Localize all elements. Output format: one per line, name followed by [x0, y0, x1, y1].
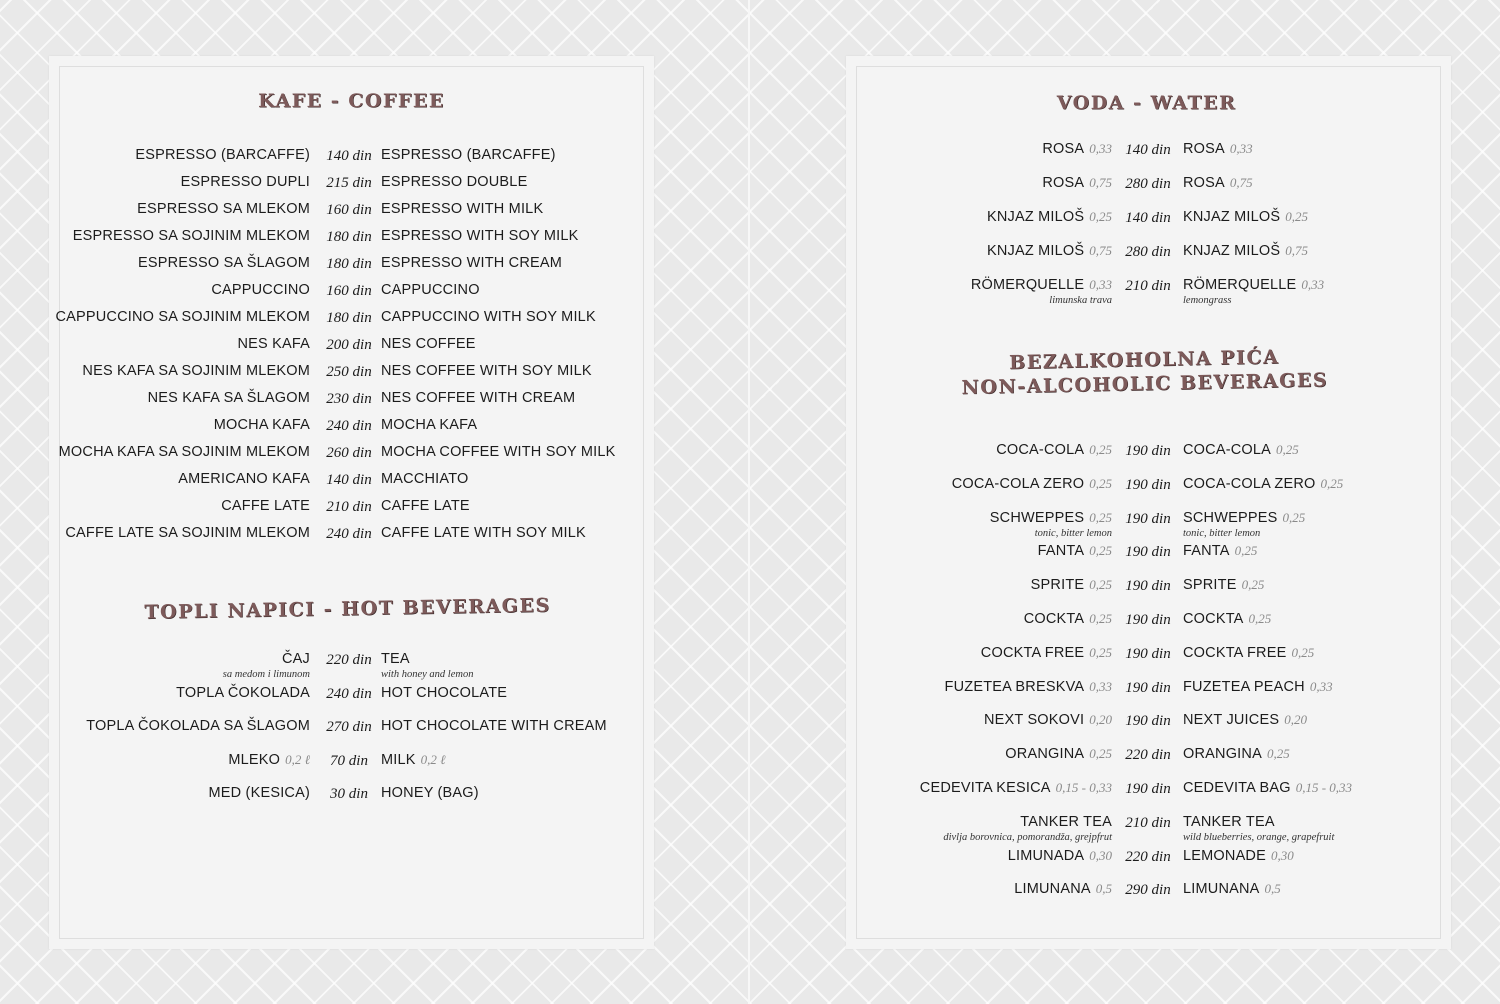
item-name-english	[381, 146, 556, 164]
item-name-english	[1183, 242, 1308, 260]
item-volume: 0,30	[1089, 847, 1112, 863]
item-name-english	[1183, 711, 1307, 729]
item-price: 190 din	[1125, 544, 1171, 561]
item-label: HOT CHOCOLATE	[381, 684, 508, 701]
item-name-serbian	[176, 684, 310, 702]
item-price: 180 din	[326, 229, 372, 245]
item-label: ESPRESSO (BARCAFFE)	[381, 147, 556, 163]
item-name-english	[1183, 745, 1290, 763]
item-label: NES KAFA	[237, 336, 310, 352]
item-name-serbian	[981, 644, 1112, 662]
item-name-serbian	[137, 200, 310, 218]
menu-item	[846, 610, 1451, 644]
item-label: TOPLA ČOKOLADA SA ŠLAGOM	[86, 718, 310, 734]
item-volume: 0,33	[1229, 141, 1253, 156]
item-volume: 0,20	[1089, 712, 1112, 728]
item-name-english	[1183, 678, 1333, 696]
item-label: FUZETEA PEACH	[1183, 678, 1305, 695]
item-label: ESPRESSO SA ŠLAGOM	[137, 255, 310, 271]
item-label: COCKTA	[1183, 611, 1244, 627]
menu-item	[49, 784, 654, 818]
item-note: limunska trava	[1049, 295, 1112, 306]
item-label: ESPRESSO (BARCAFFE)	[135, 147, 310, 163]
item-label: ROSA	[1042, 175, 1085, 191]
item-label: CEDEVITA KESICA	[919, 780, 1051, 796]
item-label: COCA-COLA ZERO	[951, 475, 1085, 492]
item-label: CAPPUCCINO	[211, 282, 310, 298]
item-name-english	[381, 173, 527, 191]
item-price: 230 din	[326, 391, 372, 407]
spread-divider	[748, 0, 750, 1004]
item-note: tonic, bitter lemon	[1034, 527, 1112, 539]
item-name-english	[1183, 542, 1257, 560]
item-volume: 0,25	[1248, 611, 1272, 626]
item-label: SCHWEPPES	[989, 509, 1085, 526]
item-name-english	[381, 389, 575, 407]
menu-item	[846, 880, 1451, 914]
item-volume: 0,33	[1089, 277, 1112, 292]
item-name-english	[1183, 140, 1253, 158]
item-price: 190 din	[1125, 510, 1171, 527]
menu-item	[846, 678, 1451, 712]
item-label: COCA-COLA	[996, 442, 1085, 458]
item-label: MOCHA KAFA	[213, 417, 310, 433]
item-name-english	[381, 684, 507, 702]
menu-item	[846, 276, 1451, 310]
item-label: TOPLA ČOKOLADA	[176, 684, 310, 701]
item-price: 180 din	[326, 256, 372, 272]
item-volume: 0,15 - 0,33	[1055, 780, 1112, 795]
item-label: SPRITE	[1183, 577, 1237, 594]
item-name-serbian	[148, 389, 310, 407]
item-volume: 0,5	[1264, 881, 1281, 897]
item-price: 190 din	[1125, 443, 1171, 459]
menu-item	[846, 542, 1451, 576]
item-label: CAFFE LATE	[381, 498, 470, 514]
item-name-english	[381, 335, 476, 353]
item-label: ESPRESSO WITH SOY MILK	[381, 228, 579, 244]
item-label: KNJAZ MILOŠ	[1183, 209, 1281, 225]
menu-page-left	[49, 56, 654, 949]
item-label: ORANGINA	[1005, 746, 1085, 763]
item-name-english	[381, 254, 562, 272]
item-name-english	[381, 200, 543, 218]
item-volume: 0,2 ℓ	[285, 751, 310, 767]
item-name-english	[381, 717, 607, 735]
item-volume: 0,25	[1089, 509, 1112, 525]
item-volume: 0,5	[1095, 881, 1112, 897]
item-volume: 0,2 ℓ	[420, 751, 446, 767]
item-volume: 0,25	[1282, 509, 1306, 525]
item-name-english	[1183, 610, 1271, 628]
menu-item	[846, 174, 1451, 208]
item-name-serbian	[223, 650, 310, 680]
item-label: LIMUNANA	[1183, 881, 1260, 898]
item-label: ESPRESSO WITH MILK	[381, 201, 544, 217]
item-label: KNJAZ MILOŠ	[986, 209, 1085, 225]
item-volume: 0,25	[1089, 611, 1112, 626]
item-label: NEXT SOKOVI	[984, 712, 1085, 729]
item-label: ESPRESSO DOUBLE	[381, 174, 528, 190]
coffee-heading: KAFE - COFFEE	[258, 90, 445, 112]
item-name-english	[1183, 509, 1305, 539]
menu-item	[49, 717, 654, 751]
item-name-english	[381, 443, 616, 461]
item-name-serbian	[1024, 610, 1112, 628]
item-name-serbian	[952, 475, 1112, 493]
item-price: 220 din	[1125, 747, 1171, 764]
menu-item	[846, 711, 1451, 745]
item-name-serbian	[987, 242, 1112, 260]
item-volume: 0,25	[1089, 746, 1112, 762]
item-name-serbian	[211, 281, 310, 299]
item-label: NES KAFA SA SOJINIM MLEKOM	[82, 363, 310, 379]
item-volume: 0,33	[1089, 678, 1112, 694]
item-price: 190 din	[1125, 679, 1171, 696]
item-price: 240 din	[326, 685, 372, 702]
item-volume: 0,33	[1301, 277, 1325, 292]
item-name-english	[381, 227, 579, 245]
item-price: 250 din	[326, 364, 372, 380]
item-label: COCA-COLA	[1183, 442, 1272, 458]
menu-item	[846, 509, 1451, 543]
item-label: LIMUNANA	[1014, 881, 1091, 898]
item-price: 140 din	[1125, 210, 1171, 226]
menu-item	[846, 441, 1451, 475]
item-name-serbian	[920, 779, 1112, 797]
item-name-serbian	[82, 362, 310, 380]
menu-item	[846, 745, 1451, 779]
item-name-english	[381, 416, 477, 434]
item-volume: 0,25	[1234, 543, 1258, 559]
item-label: FANTA	[1037, 543, 1085, 560]
item-volume: 0,25	[1089, 209, 1112, 224]
menu-item	[49, 650, 654, 684]
item-price: 180 din	[326, 310, 372, 326]
item-note: with honey and lemon	[381, 669, 474, 680]
item-label: MILK	[381, 751, 416, 768]
item-label: AMERICANO KAFA	[178, 471, 310, 487]
item-note: tonic, bitter lemon	[1183, 527, 1261, 539]
menu-item	[846, 644, 1451, 678]
item-name-serbian	[228, 751, 310, 769]
item-name-english	[381, 470, 468, 488]
item-price: 190 din	[1125, 645, 1171, 662]
item-name-english	[1183, 576, 1264, 594]
item-name-serbian	[237, 335, 310, 353]
item-price: 30 din	[330, 786, 368, 802]
item-label: TANKER TEA	[1183, 813, 1275, 830]
item-name-english	[1183, 208, 1308, 226]
item-name-serbian	[135, 146, 310, 164]
item-price: 190 din	[1125, 612, 1171, 628]
item-label: CAPPUCCINO	[381, 282, 480, 298]
item-name-serbian	[55, 308, 310, 326]
item-name-serbian	[943, 813, 1112, 843]
item-label: MOCHA COFFEE WITH SOY MILK	[381, 444, 616, 460]
item-label: MOCHA KAFA SA SOJINIM MLEKOM	[58, 444, 310, 460]
item-label: CAPPUCCINO SA SOJINIM MLEKOM	[55, 309, 310, 325]
item-name-serbian	[1038, 542, 1112, 560]
item-name-english	[1183, 847, 1294, 865]
item-name-serbian	[984, 711, 1112, 729]
item-label: NES COFFEE	[381, 336, 476, 352]
item-name-english	[1183, 644, 1314, 662]
item-volume: 0,25	[1291, 644, 1315, 660]
item-volume: 0,25	[1089, 577, 1112, 593]
item-price: 70 din	[330, 752, 368, 769]
item-name-serbian	[1008, 847, 1112, 865]
item-label: HOT CHOCOLATE WITH CREAM	[381, 718, 607, 734]
item-name-english	[1183, 813, 1334, 843]
item-price: 190 din	[1125, 781, 1171, 797]
item-name-serbian	[990, 509, 1112, 539]
item-price: 280 din	[1125, 244, 1171, 260]
menu-item	[49, 684, 654, 718]
item-label: COCKTA	[1023, 611, 1085, 627]
item-label: FANTA	[1183, 543, 1230, 560]
item-name-serbian	[86, 717, 310, 735]
item-name-serbian	[221, 497, 310, 515]
menu-item	[846, 140, 1451, 174]
item-name-english	[1183, 174, 1253, 192]
item-price: 215 din	[326, 175, 372, 191]
item-name-english	[1183, 779, 1352, 797]
item-label: ESPRESSO WITH CREAM	[381, 255, 563, 271]
item-note: wild blueberries, orange, grapefruit	[1183, 831, 1335, 843]
item-volume: 0,25	[1241, 577, 1265, 593]
item-volume: 0,75	[1089, 175, 1112, 190]
item-note: sa medom i limunom	[222, 669, 310, 680]
item-name-serbian	[59, 443, 310, 461]
item-name-english	[381, 784, 479, 802]
item-name-serbian	[138, 254, 310, 272]
item-volume: 0,75	[1229, 175, 1253, 190]
item-label: TANKER TEA	[1020, 813, 1112, 830]
item-price: 190 din	[1125, 476, 1171, 493]
item-label: MACCHIATO	[381, 471, 469, 487]
item-label: RÖMERQUELLE	[1183, 277, 1297, 293]
item-name-english	[381, 751, 446, 769]
item-name-serbian	[214, 416, 310, 434]
item-volume: 0,33	[1089, 141, 1112, 156]
menu-item	[49, 751, 654, 785]
item-label: SPRITE	[1030, 577, 1085, 594]
item-label: CAFFE LATE	[221, 498, 310, 514]
item-price: 140 din	[326, 148, 372, 164]
item-label: MOCHA KAFA	[381, 417, 478, 433]
item-price: 140 din	[326, 472, 372, 488]
item-price: 220 din	[326, 652, 372, 668]
item-name-serbian	[65, 524, 310, 542]
item-price: 200 din	[326, 337, 372, 353]
hot-beverages-heading: TOPLI NAPICI - HOT BEVERAGES	[144, 594, 551, 624]
item-name-english	[381, 497, 470, 515]
item-price: 210 din	[1125, 278, 1171, 294]
item-label: KNJAZ MILOŠ	[1183, 243, 1281, 259]
item-label: ROSA	[1042, 141, 1085, 157]
item-label: TEA	[381, 651, 410, 667]
item-volume: 0,25	[1276, 442, 1299, 457]
item-label: RÖMERQUELLE	[970, 277, 1085, 293]
item-price: 210 din	[326, 499, 372, 515]
item-volume: 0,15 - 0,33	[1295, 780, 1353, 795]
item-label: ORANGINA	[1183, 746, 1262, 763]
item-price: 240 din	[326, 526, 372, 542]
item-volume: 0,25	[1089, 442, 1112, 457]
item-price: 220 din	[1125, 848, 1171, 865]
item-name-english	[1183, 441, 1299, 459]
item-label: ESPRESSO DUPLI	[180, 174, 310, 190]
item-label: FUZETEA BRESKVA	[944, 678, 1085, 695]
menu-item	[49, 524, 654, 558]
item-label: NES COFFEE WITH SOY MILK	[381, 363, 592, 379]
item-price: 190 din	[1125, 713, 1171, 730]
item-volume: 0,25	[1285, 209, 1309, 224]
item-label: CAFFE LATE SA SOJINIM MLEKOM	[65, 525, 310, 541]
item-name-serbian	[1031, 576, 1112, 594]
item-volume: 0,25	[1089, 644, 1112, 660]
item-name-serbian	[1014, 880, 1112, 898]
item-price: 260 din	[326, 445, 372, 461]
item-name-serbian	[178, 470, 310, 488]
item-name-english	[381, 308, 596, 326]
menu-item	[846, 847, 1451, 881]
item-name-serbian	[181, 173, 310, 191]
item-price: 290 din	[1125, 882, 1171, 899]
item-label: CAPPUCCINO WITH SOY MILK	[381, 309, 596, 325]
item-label: NEXT JUICES	[1183, 712, 1280, 729]
item-label: ROSA	[1183, 141, 1225, 157]
item-label: SCHWEPPES	[1183, 509, 1278, 526]
item-label: COCA-COLA ZERO	[1183, 475, 1316, 492]
item-name-serbian	[971, 276, 1112, 306]
menu-item	[846, 779, 1451, 813]
item-price: 280 din	[1125, 176, 1171, 192]
item-label: ESPRESSO SA SOJINIM MLEKOM	[72, 228, 310, 244]
item-volume: 0,75	[1089, 243, 1112, 258]
item-price: 190 din	[1125, 578, 1171, 595]
item-price: 160 din	[326, 283, 372, 299]
item-label: KNJAZ MILOŠ	[986, 243, 1085, 259]
item-volume: 0,25	[1089, 543, 1112, 559]
item-volume: 0,25	[1089, 475, 1112, 491]
item-label: NES KAFA SA ŠLAGOM	[147, 390, 310, 406]
item-price: 160 din	[326, 202, 372, 218]
item-name-serbian	[987, 208, 1112, 226]
item-volume: 0,33	[1309, 678, 1333, 694]
item-volume: 0,20	[1284, 712, 1307, 728]
item-label: COCKTA FREE	[1183, 644, 1287, 661]
item-note: lemongrass	[1183, 295, 1232, 306]
item-name-english	[381, 362, 592, 380]
water-heading: VODA - WATER	[1056, 92, 1237, 114]
item-volume: 0,25	[1266, 746, 1290, 762]
item-name-english	[381, 281, 480, 299]
item-volume: 0,30	[1270, 847, 1294, 863]
item-name-serbian	[996, 441, 1112, 459]
item-name-serbian	[945, 678, 1112, 696]
item-label: MLEKO	[228, 751, 281, 768]
item-label: HONEY (BAG)	[381, 785, 479, 801]
item-volume: 0,25	[1320, 475, 1344, 491]
menu-item	[846, 813, 1451, 847]
item-note: divlja borovnica, pomorandža, grejpfrut	[943, 831, 1112, 843]
item-volume: 0,75	[1285, 243, 1309, 258]
item-label: ESPRESSO SA MLEKOM	[137, 201, 310, 217]
item-name-english	[381, 524, 586, 542]
item-price: 240 din	[326, 418, 372, 434]
item-name-serbian	[1005, 745, 1112, 763]
item-price: 270 din	[326, 719, 372, 735]
item-price: 140 din	[1125, 142, 1171, 158]
menu-item	[846, 576, 1451, 610]
menu-page-right	[846, 56, 1451, 949]
item-label: NES COFFEE WITH CREAM	[381, 390, 576, 406]
non-alcoholic-heading: BEZALKOHOLNA PIĆA NON-ALCOHOLIC BEVERAGES	[961, 346, 1329, 399]
menu-item	[846, 208, 1451, 242]
menu-item	[846, 475, 1451, 509]
item-label: LIMUNADA	[1007, 847, 1085, 864]
menu-item	[846, 242, 1451, 276]
item-name-english	[1183, 880, 1281, 898]
item-label: CEDEVITA BAG	[1183, 780, 1291, 796]
item-name-english	[1183, 276, 1324, 306]
item-price: 210 din	[1125, 814, 1171, 831]
item-name-serbian	[209, 784, 311, 802]
item-label: MED (KESICA)	[208, 785, 310, 801]
item-name-english	[381, 650, 473, 680]
item-name-serbian	[73, 227, 310, 245]
item-name-english	[1183, 475, 1343, 493]
item-label: CAFFE LATE WITH SOY MILK	[381, 525, 586, 541]
item-label: COCKTA FREE	[980, 644, 1085, 661]
item-label: LEMONADE	[1183, 847, 1266, 864]
item-label: ČAJ	[282, 651, 310, 667]
item-label: ROSA	[1183, 175, 1225, 191]
